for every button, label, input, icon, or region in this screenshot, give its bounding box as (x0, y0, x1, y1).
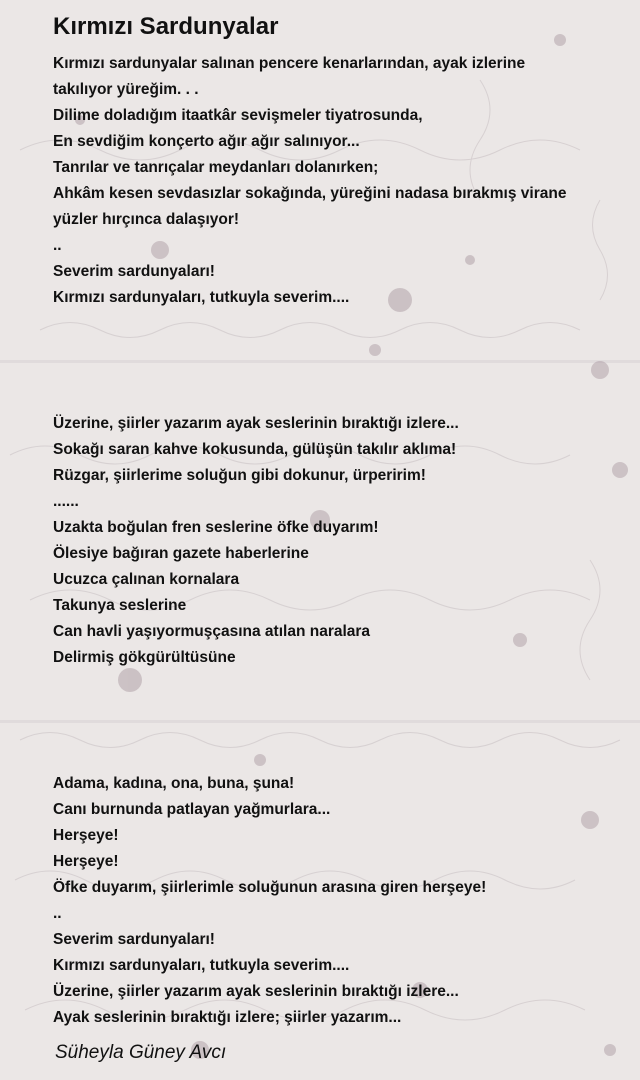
stanza-3 (53, 771, 613, 1031)
poem-line: yüzler hırçınca dalaşıyor! (53, 211, 240, 228)
poem-line: Takunya seslerine (53, 597, 187, 614)
poem-line: En sevdiğim konçerto ağır ağır salınıyor... (53, 133, 360, 150)
poem-line: Ayak seslerinin bıraktığı izlere; şiirler yazarım... (53, 1009, 402, 1026)
poem-line: .. (53, 905, 62, 922)
poem-line: takılıyor yüreğim. . . (53, 81, 199, 98)
poem-line: Ahkâm kesen sevdasızlar sokağında, yüreğini nadasa bırakmış virane (53, 185, 567, 202)
poem-line: Tanrılar ve tanrıçalar meydanları dolanırken; (53, 159, 379, 176)
poem-line: .. (53, 237, 62, 254)
stanza-2 (53, 411, 613, 671)
poem-line: Sokağı saran kahve kokusunda, gülüşün takılır aklıma! (53, 441, 457, 458)
poem-title: Kırmızı Sardunyalar (53, 13, 279, 40)
poem-line: Severim sardunyaları! (53, 931, 215, 948)
poem-author: Süheyla Güney Avcı (55, 1042, 227, 1063)
poem-line: Uzakta boğulan fren seslerine öfke duyarım! (53, 519, 379, 536)
poem-line: Delirmiş gökgürültüsüne (53, 649, 236, 666)
poem-line: Can havli yaşıyormuşçasına atılan naralara (53, 623, 371, 640)
poem-line: Herşeye! (53, 827, 119, 844)
poem-line: Ölesiye bağıran gazete haberlerine (53, 545, 309, 562)
poem-line: Herşeye! (53, 853, 119, 870)
poem-line: Kırmızı sardunyaları, tutkuyla severim.... (53, 289, 350, 306)
poem-line: Severim sardunyaları! (53, 263, 215, 280)
poem-line: Üzerine, şiirler yazarım ayak seslerinin bıraktığı izlere... (53, 983, 459, 1000)
poem-line: Kırmızı sardunyalar salınan pencere kenarlarından, ayak izlerine (53, 55, 526, 72)
poem-line: Öfke duyarım, şiirlerimle soluğunun arasına giren herşeye! (53, 879, 487, 896)
poem-line: Adama, kadına, ona, buna, şuna! (53, 775, 295, 792)
poem-line: Ucuzca çalınan kornalara (53, 571, 240, 588)
poem-line: Üzerine, şiirler yazarım ayak seslerinin bıraktığı izlere... (53, 415, 459, 432)
poem-line: Dilime doladığım itaatkâr sevişmeler tiyatrosunda, (53, 107, 423, 124)
poem-line: Rüzgar, şiirlerime soluğun gibi dokunur, ürperirim! (53, 467, 426, 484)
poem-line: ...... (53, 493, 79, 510)
stanza-1 (53, 51, 613, 311)
poem-line: Canı burnunda patlayan yağmurlara... (53, 801, 331, 818)
poem-line: Kırmızı sardunyaları, tutkuyla severim.... (53, 957, 350, 974)
